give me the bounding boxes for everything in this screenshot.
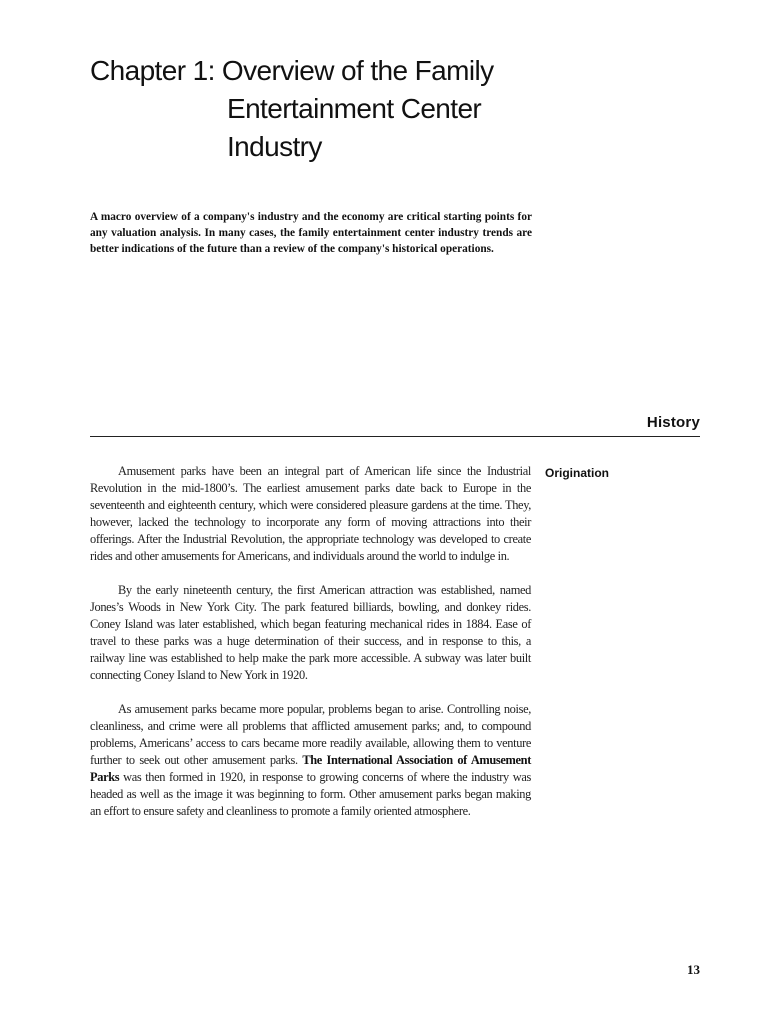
- page-number: 13: [687, 962, 700, 977]
- paragraph-1: Amusement parks have been an integral part of American life since the Industrial Revolution in the mid-1800’s. The earliest amusement parks date back to Europe in the seventeenth and eighteenth century, which were considered pleasure gardens at the time. They, however, lacked the technology to incorporate any form of moving attractions into their offerings. After the Industrial Revolution, the appropriate technology was developed to create rides and other amusements for Americans, and individuals around the world to indulge in.: [90, 464, 531, 563]
- chapter-abstract: A macro overview of a company's industry and the economy are critical starting points for any valuation analysis. In many cases, the family entertainment center industry trends are better indications of the future than a review of the company's historical operations.: [90, 211, 532, 255]
- paragraph-2: By the early nineteenth century, the first American attraction was established, named Jones’s Woods in New York City. The park featured billiards, bowling, and donkey rides. Coney Island was later established, which began featuring mechanical rides in 1884. Ease of travel to these parks was a huge determination of their success, and in response to this, a railway line was established to help make the park more accessible. A subway was later built connecting Coney Island to New York in 1920.: [90, 583, 531, 682]
- chapter-title-line-1: Chapter 1: Overview of the Family: [90, 55, 494, 86]
- body-text: [90, 463, 531, 820]
- section-divider: [90, 436, 700, 437]
- section-heading-history: History: [646, 414, 700, 431]
- paragraph-3-text-end: was then formed in 1920, in response to growing concerns of where the industry was headed as well as the image it was beginning to form. Other amusement parks began making an effort to ensure safety and cleanliness to promote a family oriented atmosphere.: [90, 770, 531, 818]
- chapter-title-line-3: Industry: [227, 131, 322, 162]
- paragraph-3: [90, 701, 531, 820]
- sidehead-origination: Origination: [545, 466, 609, 480]
- chapter-title: [90, 52, 610, 166]
- paragraph-3-text-start: As amusement parks became more popular, problems began to arise. Controlling noise, cleanliness, and crime were all problems that afflicted amusement parks; and, to compound problems, Americans’ access to cars became more readily available, allowing them to venture further to seek out other amusement parks.: [90, 702, 531, 767]
- association-name: The International Association of Amusement Parks: [90, 753, 531, 784]
- chapter-title-line-2: Entertainment Center: [227, 93, 482, 124]
